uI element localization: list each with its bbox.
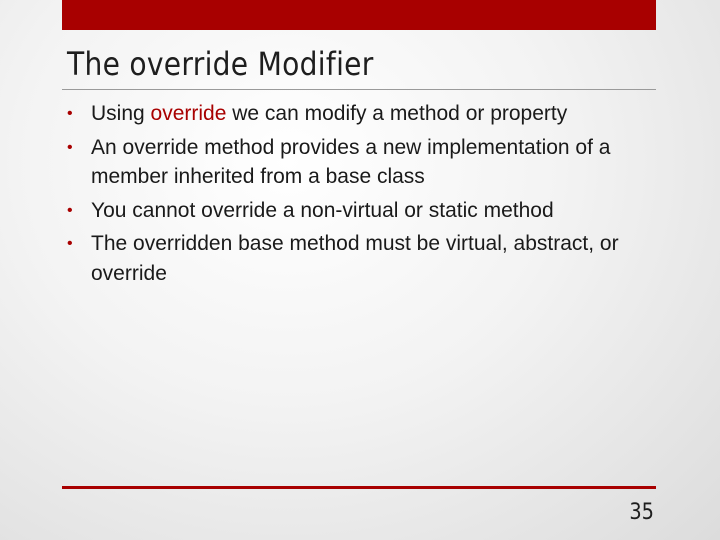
bullet-item bbox=[65, 99, 625, 129]
page-number: 35 bbox=[629, 500, 654, 525]
slide-title: The override Modifier bbox=[67, 45, 374, 83]
header-accent-bar bbox=[62, 0, 656, 30]
bullet-text bbox=[91, 99, 625, 129]
bullet-text: The overridden base method must be virtual, abstract, or override bbox=[91, 232, 619, 285]
title-divider bbox=[62, 89, 656, 90]
bullet-marker-icon: • bbox=[67, 138, 73, 156]
bullet-text: An override method provides a new implementation of a member inherited from a base class bbox=[91, 135, 611, 188]
bullet-marker-icon: • bbox=[67, 201, 73, 219]
keyword-highlight: override bbox=[150, 102, 227, 125]
bullet-marker-icon: • bbox=[67, 105, 73, 122]
bullet-item bbox=[65, 196, 625, 226]
bullet-list bbox=[65, 99, 625, 292]
bullet-text: You cannot override a non-virtual or static method bbox=[91, 198, 554, 222]
bullet-marker-icon: • bbox=[67, 235, 73, 252]
bullet-text-before: Using bbox=[91, 102, 151, 125]
footer-accent-rule bbox=[62, 486, 656, 489]
bullet-item bbox=[65, 229, 625, 288]
bullet-text-after: we can modify a method or property bbox=[226, 102, 568, 125]
bullet-item bbox=[65, 133, 625, 192]
